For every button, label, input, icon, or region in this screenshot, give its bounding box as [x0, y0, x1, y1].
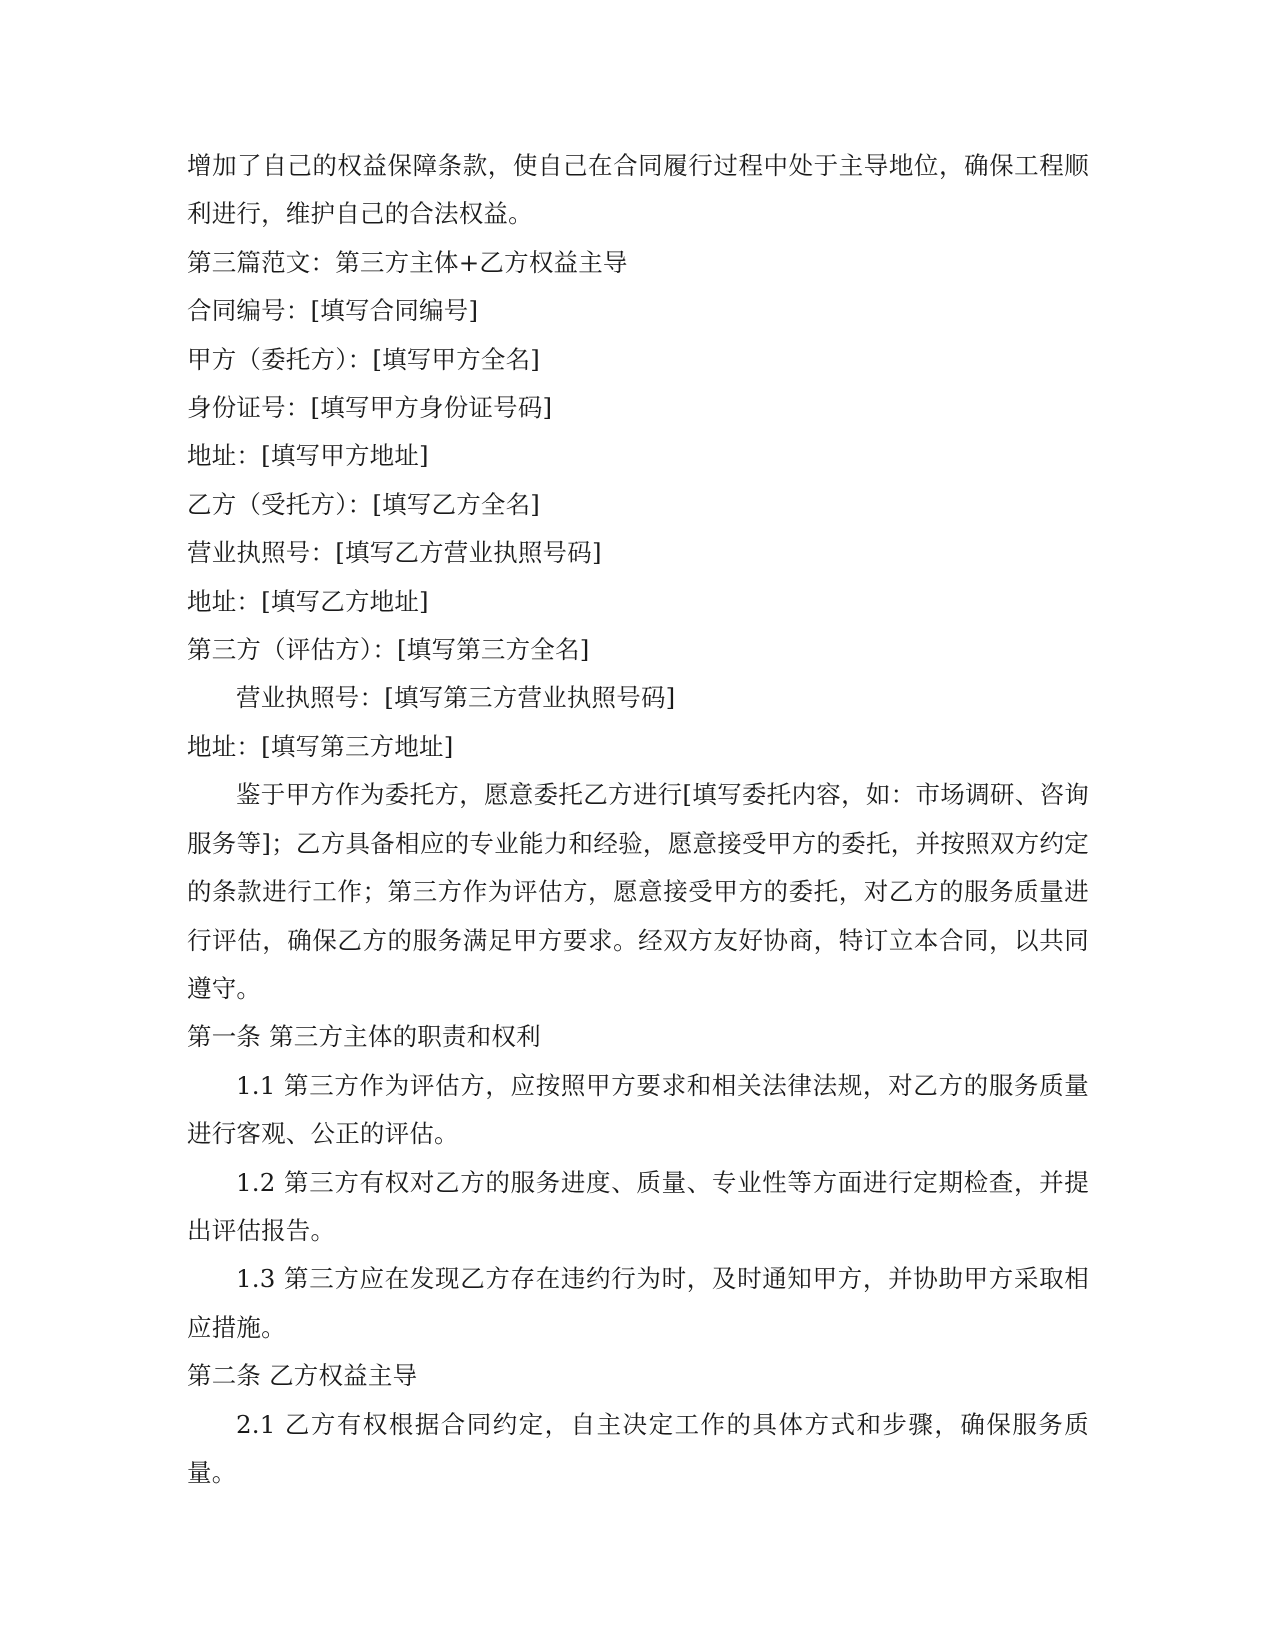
party-a-id: 身份证号：[填写甲方身份证号码]	[187, 393, 553, 423]
party-b-address: 地址：[填写乙方地址]	[187, 586, 429, 616]
clause-1-2: 1.2 第三方有权对乙方的服务进度、质量、专业性等方面进行定期检查，并提出评估报告。	[187, 1167, 1089, 1245]
party-b-license: 营业执照号：[填写乙方营业执照号码]	[187, 538, 602, 568]
third-party-name: 第三方（评估方）：[填写第三方全名]	[187, 635, 590, 665]
preamble-paragraph: 鉴于甲方作为委托方，愿意委托乙方进行[填写委托内容，如：市场调研、咨询服务等]；乙方具备相应的专业能力和经验，愿意接受甲方的委托，并按照双方约定的条款进行工作；第三方作为评估方，愿意接受甲方的委托，对乙方的服务质量进行评估，确保乙方的服务满足甲方要求。经双方友好协商，特订立本合同，以共同遵守。	[187, 780, 1089, 1003]
third-party-address: 地址：[填写第三方地址]	[187, 731, 454, 761]
party-a-name: 甲方（委托方）：[填写甲方全名]	[187, 344, 541, 374]
sample-title: 第三篇范文：第三方主体+乙方权益主导	[187, 247, 628, 277]
party-b-name: 乙方（受托方）：[填写乙方全名]	[187, 489, 541, 519]
clause-1-1: 1.1 第三方作为评估方，应按照甲方要求和相关法律法规，对乙方的服务质量进行客观、公正的评估。	[187, 1070, 1089, 1149]
article-1-heading: 第一条 第三方主体的职责和权利	[187, 1022, 541, 1052]
contract-number: 合同编号：[填写合同编号]	[187, 296, 479, 326]
party-a-address: 地址：[填写甲方地址]	[187, 441, 429, 471]
document-body	[187, 142, 1089, 1497]
clause-2-1: 2.1 乙方有权根据合同约定，自主决定工作的具体方式和步骤，确保服务质量。	[187, 1409, 1089, 1487]
paragraph-rights-summary: 增加了自己的权益保障条款，使自己在合同履行过程中处于主导地位，确保工程顺利进行，维护自己的合法权益。	[187, 151, 1089, 229]
clause-1-3: 1.3 第三方应在发现乙方存在违约行为时，及时通知甲方，并协助甲方采取相应措施。	[187, 1264, 1089, 1342]
article-2-heading: 第二条 乙方权益主导	[187, 1361, 418, 1391]
third-party-license: 营业执照号：[填写第三方营业执照号码]	[236, 683, 676, 713]
